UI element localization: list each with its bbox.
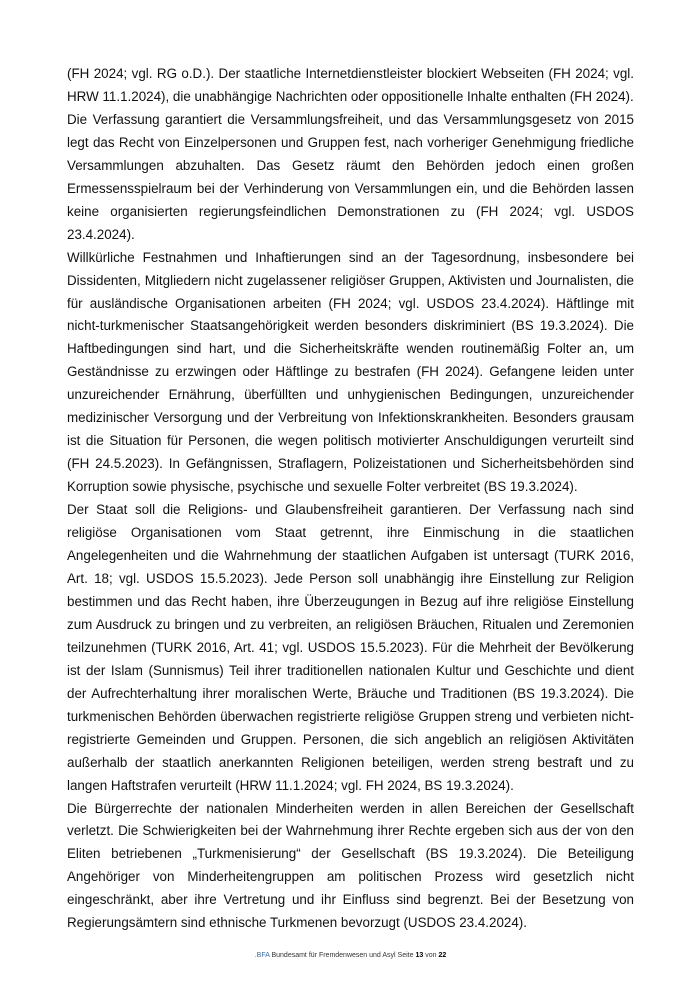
page-footer (67, 951, 634, 961)
footer-org: Bundesamt für Fremdenwesen und Asyl (271, 952, 396, 960)
paragraph: Willkürliche Festnahmen und Inhaftierungen sind an der Tagesordnung, insbesondere bei Dissidenten, Mitgliedern nicht zugelassener religiöser Gruppen, Aktivisten und Journalisten, die für ausländische Organisationen arbeiten (FH 2024; vgl. USDOS 23.4.2024). Häftlinge mit nicht-turkmenischer Staatsangehörigkeit werden besonders diskriminiert (BS 19.3.2024). Die Haftbedingungen sind hart, und die Sicherheitskräfte wenden routinemäßig Folter an, um Geständnisse zu erzwingen oder Häftlinge zu bestrafen (FH 2024). Gefangene leiden unter unzureichender Ernährung, überfüllten und unhygienischen Bedingungen, unzureichender medizinischer Versorgung und der Verbreitung von Infektionskrankheiten. Besonders grausam ist die Situation für Personen, die wegen politisch motivierter Anschuldigungen verurteilt sind (FH 24.5.2023). In Gefängnissen, Straflagern, Polizeistationen und Sicherheitsbehörden sind Korruption sowie physische, psychische und sexuelle Folter verbreitet (BS 19.3.2024). (67, 249, 634, 495)
paragraph: Der Staat soll die Religions- und Glaubensfreiheit garantieren. Der Verfassung nach sind religiöse Organisationen vom Staat getrennt, ihre Einmischung in die staatlichen Angelegenheiten und die Wahrnehmung der staatlichen Aufgaben ist untersagt (TURK 2016, Art. 18; vgl. USDOS 15.5.2023). Jede Person soll unabhängig ihre Einstellung zur Religion bestimmen und das Recht haben, ihre Überzeugungen in Bezug auf ihre religiöse Einstellung zum Ausdruck zu bringen und zu verbreiten, an religiösen Bräuchen, Ritualen und Zeremonien teilzunehmen (TURK 2016, Art. 41; vgl. USDOS 15.5.2023). Für die Mehrheit der Bevölkerung ist der Islam (Sunnismus) Teil ihrer traditionellen nationalen Kultur und Geschichte und dient der Aufrechterhaltung ihrer moralischen Werte, Bräuche und Traditionen (BS 19.3.2024). Die turkmenischen Behörden überwachen registrierte religiöse Gruppen streng und verbieten nicht-registrierte Gemeinden und Gruppen. Personen, die sich angeblich an religiösen Aktivitäten außerhalb der staatlich anerkannten Religionen beteiligen, werden streng bestraft und zu langen Haftstrafen verurteilt (HRW 11.1.2024; vgl. FH 2024, BS 19.3.2024). (67, 502, 634, 793)
paragraph: Die Verfassung garantiert die Versammlungsfreiheit, und das Versammlungsgesetz von 2015 legt das Recht von Einzelpersonen und Gruppen fest, nach vorheriger Genehmigung friedliche Versammlungen abzuhalten. Das Gesetz räumt den Behörden jedoch einen großen Ermessensspielraum bei der Verhinderung von Versammlungen ein, und die Behörden lassen keine organisierten regierungsfeindlichen Demonstrationen zu (FH 2024; vgl. USDOS 23.4.2024). (67, 111, 634, 242)
footer-of-label: von (425, 952, 437, 960)
paragraph: Die Bürgerrechte der nationalen Minderheiten werden in allen Bereichen der Gesellschaft verletzt. Die Schwierigkeiten bei der Wahrnehmung ihrer Rechte ergeben sich aus der von den Eliten betriebenen „Turkmenisierung“ der Gesellschaft (BS 19.3.2024). Die Beteiligung Angehöriger von Minderheitengruppen am politischen Prozess wird gesetzlich nicht eingeschränkt, aber ihre Vertretung und ihr Einfluss sind begrenzt. Bei der Besetzung von Regierungsämtern sind ethnische Turkmenen bevorzugt (USDOS 23.4.2024). (67, 800, 634, 931)
document-body (67, 63, 634, 935)
paragraph: (FH 2024; vgl. RG o.D.). Der staatliche Internetdienstleister blockiert Webseiten (FH 2024; vgl. HRW 11.1.2024), die unabhängige Nachrichten oder oppositionelle Inhalte enthalten (FH 2024). (67, 66, 634, 104)
page-number: 13 (415, 952, 424, 960)
bfa-logo: .BFA (254, 952, 270, 960)
footer-page-label: Seite (397, 952, 414, 960)
page-total: 22 (438, 952, 447, 960)
